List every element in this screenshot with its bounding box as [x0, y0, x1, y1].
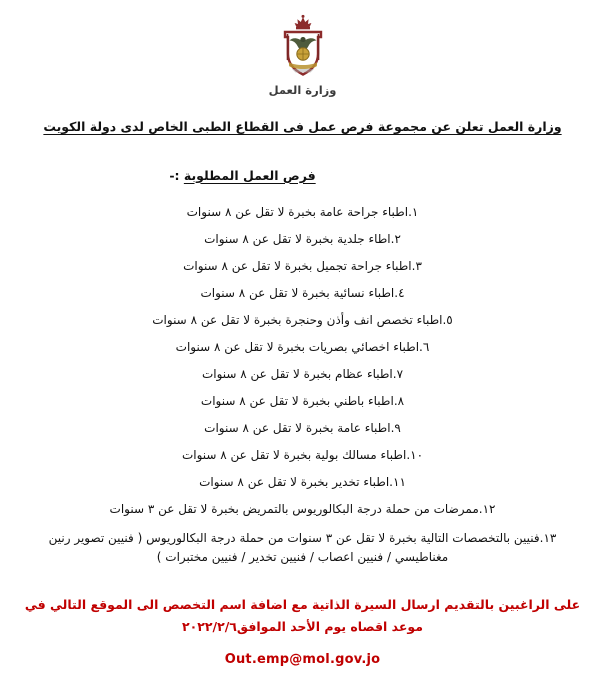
list-item-number: ٧. [392, 367, 404, 381]
section-heading [0, 167, 485, 186]
list-item [0, 469, 605, 496]
list-item [0, 199, 605, 226]
jordan-coat-of-arms-icon [274, 14, 332, 82]
list-item-text: اطباء باطني بخبرة لا تقل عن ٨ سنوات [200, 393, 394, 408]
list-item-number: ٨. [393, 393, 405, 408]
list-item-text: ممرضات من حملة درجة البكالوريوس بالتمريض بخبرة لا تقل عن ٣ سنوات [109, 501, 479, 516]
document-header [0, 0, 605, 98]
page-title: وزارة العمل تعلن عن مجموعة فرص عمل فى القطاع الطبى الخاص لدى دولة الكويت [43, 118, 562, 134]
list-item [0, 523, 605, 572]
list-item [0, 280, 605, 307]
contact-email[interactable]: Out.emp@mol.gov.jo [224, 652, 381, 668]
list-item-text: اطباء جراحة تجميل بخبرة لا تقل عن ٨ سنوات [183, 259, 412, 274]
list-item-number: ٦. [419, 340, 430, 355]
list-item-text: اطباء نسائية بخبرة لا تقل عن ٨ سنوات [200, 286, 395, 301]
section-heading-text: فرص العمل المطلوبة [183, 167, 316, 183]
list-item [0, 388, 605, 415]
list-item-number: ١٠. [406, 447, 424, 462]
notice-line-2: موعد اقصاه يوم الأحد الموافق٢٠٢٢/٢/٦ [182, 619, 423, 635]
list-item-number: ١٢. [478, 501, 496, 516]
list-item [0, 226, 605, 253]
list-item-text: اطباء عظام بخبرة لا تقل عن ٨ سنوات [201, 367, 393, 381]
list-item [0, 496, 605, 523]
section-heading-suffix: :- [169, 167, 184, 183]
list-item-number: ١. [408, 205, 419, 220]
list-item-text: اطباء تخدير بخبرة لا تقل عن ٨ سنوات [199, 474, 390, 489]
list-item-number: ٥. [442, 313, 453, 328]
list-item-text: اطاء جلدية بخبرة لا تقل عن ٨ سنوات [204, 232, 391, 247]
list-item-text: اطباء جراحة عامة بخبرة لا تقل عن ٨ سنوات [186, 205, 409, 220]
list-item-number: ٩. [390, 420, 401, 435]
list-item [0, 307, 605, 334]
list-item-text: اطباء عامة بخبرة لا تقل عن ٨ سنوات [204, 420, 391, 435]
application-notice [0, 594, 605, 638]
list-item-number: ١١. [389, 474, 406, 489]
list-item [0, 361, 605, 388]
list-item-text-continuation: مغناطيسي / فنيين اعصاب / فنيين تخدير / فنيين مختبرات ) [156, 550, 449, 565]
ministry-name: وزارة العمل [268, 83, 337, 97]
list-item-number: ١٣. [539, 531, 557, 546]
list-item [0, 253, 605, 280]
list-item [0, 415, 605, 442]
list-item-number: ٢. [390, 232, 401, 247]
list-item [0, 442, 605, 469]
list-item-number: ٣. [411, 259, 422, 274]
list-item-text: اطباء اخصائي بصريات بخبرة لا تقل عن ٨ سنوات [175, 340, 420, 355]
job-opportunities-list [0, 199, 605, 572]
list-item-number: ٤. [394, 286, 405, 301]
list-item-text: اطباء مسالك بولية بخبرة لا تقل عن ٨ سنوات [181, 447, 407, 462]
notice-line-1: على الراغبين بالتقديم ارسال السيرة الذاتية مع اضافة اسم التخصص الى الموقع التالي في [24, 597, 581, 613]
list-item-text: اطباء تخصص انف وأذن وحنجرة بخبرة لا تقل عن ٨ سنوات [152, 313, 443, 328]
list-item-text: فنيين بالتخصصات التالية بخبرة لا تقل عن ٣ سنوات من حملة درجة البكالوريوس ( فنيين تصوير رنين [48, 531, 540, 546]
list-item [0, 334, 605, 361]
